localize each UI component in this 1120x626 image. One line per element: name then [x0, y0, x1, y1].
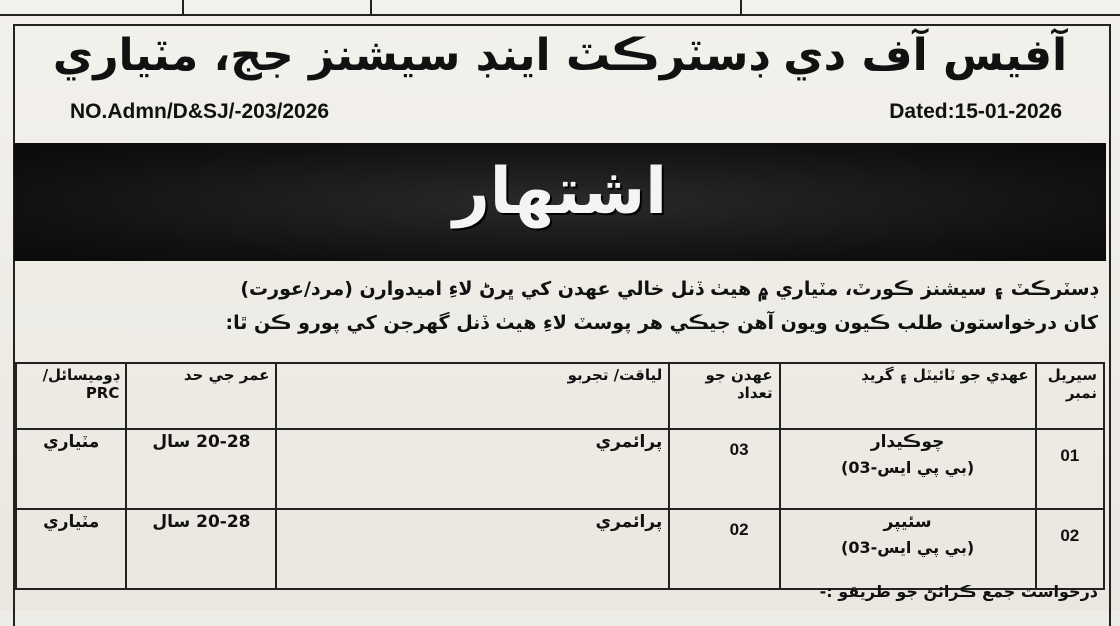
row-serial: 02 — [1036, 509, 1104, 589]
row-domicile: مٽياري — [16, 429, 126, 509]
header-age: عمر جي حد — [126, 363, 276, 429]
table-row — [16, 509, 1104, 589]
row-title-grade — [780, 429, 1036, 509]
header-qualification: لياقت/ تجربو — [276, 363, 669, 429]
top-border — [0, 0, 1120, 16]
header-count: عهدن جو تعداد — [669, 363, 779, 429]
row-domicile: مٽياري — [16, 509, 126, 589]
row-qualification: پرائمري — [276, 429, 669, 509]
post-title: سئيپر — [883, 512, 932, 532]
advertisement-banner — [14, 143, 1106, 261]
office-title: آفيس آف دي ڊسٽرڪٽ اينڊ سيشنز جج، مٽياري — [52, 30, 1068, 81]
table-row — [16, 429, 1104, 509]
banner-title: اشتهار — [452, 155, 668, 229]
application-method-heading: درخواست جمع ڪرائڻ جو طريقو :- — [819, 582, 1098, 601]
post-title: چوڪيدار — [870, 432, 945, 452]
header-title-grade: عهدي جو ٽائيٽل ۽ گريڊ — [780, 363, 1036, 429]
intro-text — [18, 272, 1098, 340]
post-grade: (بي پي ايس-03) — [841, 458, 975, 477]
date-label: Dated:15-01-2026 — [889, 100, 1062, 123]
row-age: 20-28 سال — [126, 509, 276, 589]
row-title-grade — [780, 509, 1036, 589]
reference-number: NO.Admn/D&SJ/-203/2026 — [70, 100, 330, 123]
post-grade: (بي پي ايس-03) — [841, 538, 975, 557]
posts-table — [15, 362, 1105, 590]
row-age: 20-28 سال — [126, 429, 276, 509]
table-header-row — [16, 363, 1104, 429]
header-serial: سيريل نمبر — [1036, 363, 1104, 429]
intro-line-2: کان درخواستون طلب ڪيون ويون آهن جيڪي هر پوسٽ لاءِ هيٺ ڏنل گهرجن کي پورو ڪن ٿا: — [225, 312, 1098, 334]
header-domicile: ڊوميسائل/ PRC — [16, 363, 126, 429]
intro-line-1: ڊسٽرڪٽ ۽ سيشنز ڪورٽ، مٽياري ۾ هيٺ ڏنل خالي عهدن کي ڀرڻ لاءِ اميدوارن (مرد/عورت) — [240, 278, 1098, 300]
row-serial: 01 — [1036, 429, 1104, 509]
row-qualification: پرائمري — [276, 509, 669, 589]
row-count: 02 — [669, 509, 779, 589]
row-count: 03 — [669, 429, 779, 509]
